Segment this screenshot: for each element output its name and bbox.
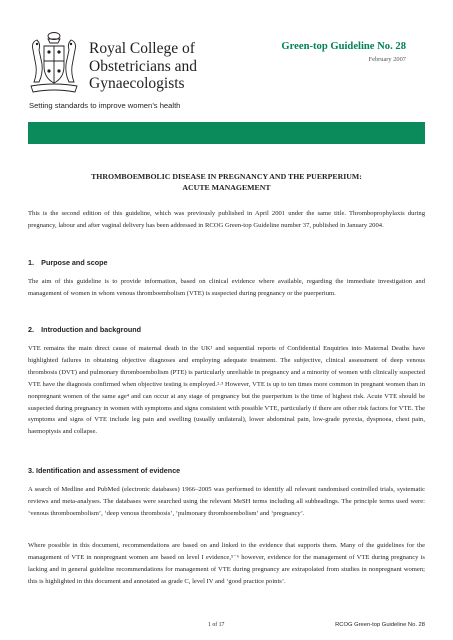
intro-paragraph: This is the second edition of this guideline, which was previously published in April 2001 under the same title. Thromboprophylaxis during pregnancy, labour and after vaginal delivery has been addressed in RCOG Green-top Guideline number 37, published in January 2004. [28,210,425,229]
footer-reference: RCOG Green-top Guideline No. 28 [335,622,425,628]
document-title-line-1: THROMBOEMBOLIC DISEASE IN PREGNANCY AND THE PUERPERIUM: [91,172,362,181]
college-name-line-2: Obstetricians and [89,57,198,75]
guideline-number: Green-top Guideline No. 28 [281,41,406,52]
college-name [89,40,197,93]
page-number: 1 of 17 [208,622,225,628]
document-title-line-2: ACUTE MANAGEMENT [182,183,271,192]
guideline-date: February 2007 [368,56,406,63]
section-heading-introduction: 2. Introduction and background [28,325,142,334]
college-name-line-1: Royal College of [89,40,195,57]
coat-of-arms-icon [28,30,80,96]
evidence-search-paragraph: A search of Medline and PubMed (electronic databases) 1966–2005 was performed to identify all relevant randomised controlled trials, systematic reviews and meta-analyses. The databases were searched using the relevant MeSH terms including all subheadings. The principle terms used were: ‘venous thromboembolism’, ‘deep venous thrombosis’, ‘pulmonary thromboembolism’ and ‘pregnancy’. [28,486,425,517]
section-heading-evidence: 3. Identification and assessment of evidence [28,466,181,475]
college-tagline: Setting standards to improve women’s health [29,101,181,110]
section-heading-purpose: 1. Purpose and scope [28,258,108,267]
document-title [40,171,413,193]
header-color-band [28,122,425,144]
purpose-paragraph: The aim of this guideline is to provide information, based on clinical evidence where available, regarding the immediate investigation and management of women in whom venous thromboembolism (VTE) is suspected during pregnancy or the puerperium. [28,278,425,297]
introduction-paragraph: VTE remains the main direct cause of maternal death in the UK¹ and sequential reports of Confidential Enquiries into Maternal Deaths have highlighted failures in obtaining objective diagnoses and employing adequate treatment. The subjective, clinical assessment of deep venous thrombosis (DVT) and pulmonary thromboembolism (PTE) is particularly unreliable in pregnancy and a minority of women with clinically suspected VTE have the diagnosis confirmed when objective testing is employed.²·³ However, VTE is up to ten times more common in pregnant women than in nonpregnant women of the same age⁴ and can occur at any stage of pregnancy but the puerperium is the time of highest risk. Acute VTE should be suspected during pregnancy in women with symptoms and signs consistent with possible VTE, particularly if there are other risk factors for VTE. The symptoms and signs of VTE include leg pain and swelling (usually unilateral), lower abdominal pain, low-grade pyrexia, dyspnoea, chest pain, haemoptysis and collapse. [28,345,425,436]
evidence-levels-paragraph: Where possible in this document, recommendations are based on and linked to the evidence that supports them. Many of the guidelines for the management of VTE in nonpregnant women are based on level I evidence,⁵⁻⁶ however, evidence for the management of VTE during pregnancy is lacking and in general guideline recommendations for management of VTE during pregnancy are extrapolated from studies in nonpregnant women; this is highlighted in this document and annotated as grade C, level IV and ‘good practice points’. [28,542,425,585]
college-name-line-3: Gynaecologists [89,75,185,92]
